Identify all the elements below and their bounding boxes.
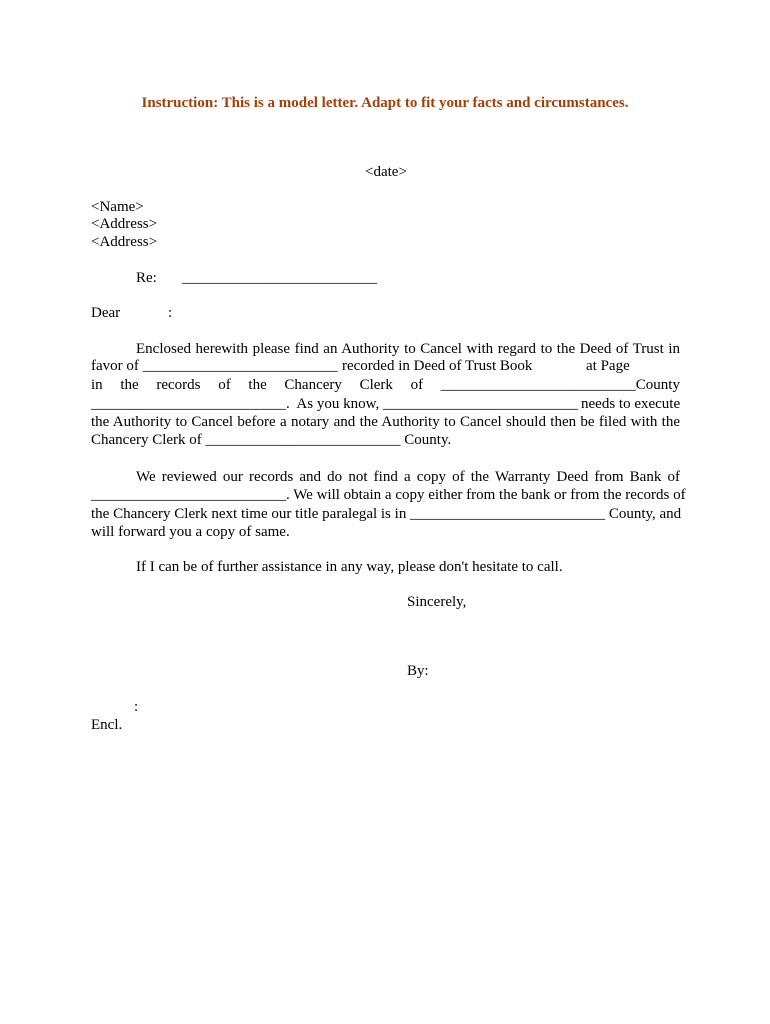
para1-line2a: favor of __________________________ [91,358,338,374]
enclosure-label: Encl. [91,717,123,733]
para1-line3 [91,376,680,394]
para1-line4b: needs to execute [581,396,681,412]
para1-line2b: recorded in Deed of Trust Book [342,358,533,374]
re-blank: __________________________ [182,270,377,286]
instruction-note: Instruction: This is a model letter. Adapt to fit your facts and circumstances. [141,95,629,111]
para1-line6: Chancery Clerk of __________________________ County. [91,432,452,448]
para3: If I can be of further assistance in any way, please don't hesitate to call. [136,559,563,575]
salutation: Dear [91,305,121,321]
date-placeholder: <date> [365,164,407,180]
salutation-colon: : [168,305,173,321]
para1-line2c: at Page [586,358,630,374]
recipient-address-1: <Address> [91,216,158,232]
para1-line3-word: of [410,377,424,393]
closing-sincerely: Sincerely, [407,594,467,610]
para1-line3-word: Chancery [284,377,342,393]
para1-line4a: __________________________. As you know, __________________________ [91,396,578,412]
para1-line3-word: Clerk [359,377,393,393]
para1-line3-word: in [91,377,103,393]
para1-line3-word: of [218,377,231,393]
para1-line3-word: records [156,377,201,393]
para1-line3-word: the [120,377,139,393]
para1-line3-word: the [248,377,267,393]
para1-line1: Enclosed herewith please find an Authority to Cancel with regard to the Deed of Trust in [136,341,680,357]
para2-line1: We reviewed our records and do not find a copy of the Warranty Deed from Bank of [136,469,680,485]
initials-colon: : [134,699,139,715]
para1-line3-word: __________________________County [440,377,680,393]
signature-by-label: By: [407,663,429,679]
para2-line2: __________________________. We will obtain a copy either from the bank or from the records of [91,487,686,503]
recipient-address-2: <Address> [91,234,158,250]
para1-line5: the Authority to Cancel before a notary and the Authority to Cancel should then be filed with the [91,414,680,430]
re-label: Re: [136,270,157,286]
recipient-name: <Name> [91,199,144,215]
para2-line4: will forward you a copy of same. [91,524,290,540]
para2-line3: the Chancery Clerk next time our title paralegal is in __________________________ County, and [91,506,682,522]
